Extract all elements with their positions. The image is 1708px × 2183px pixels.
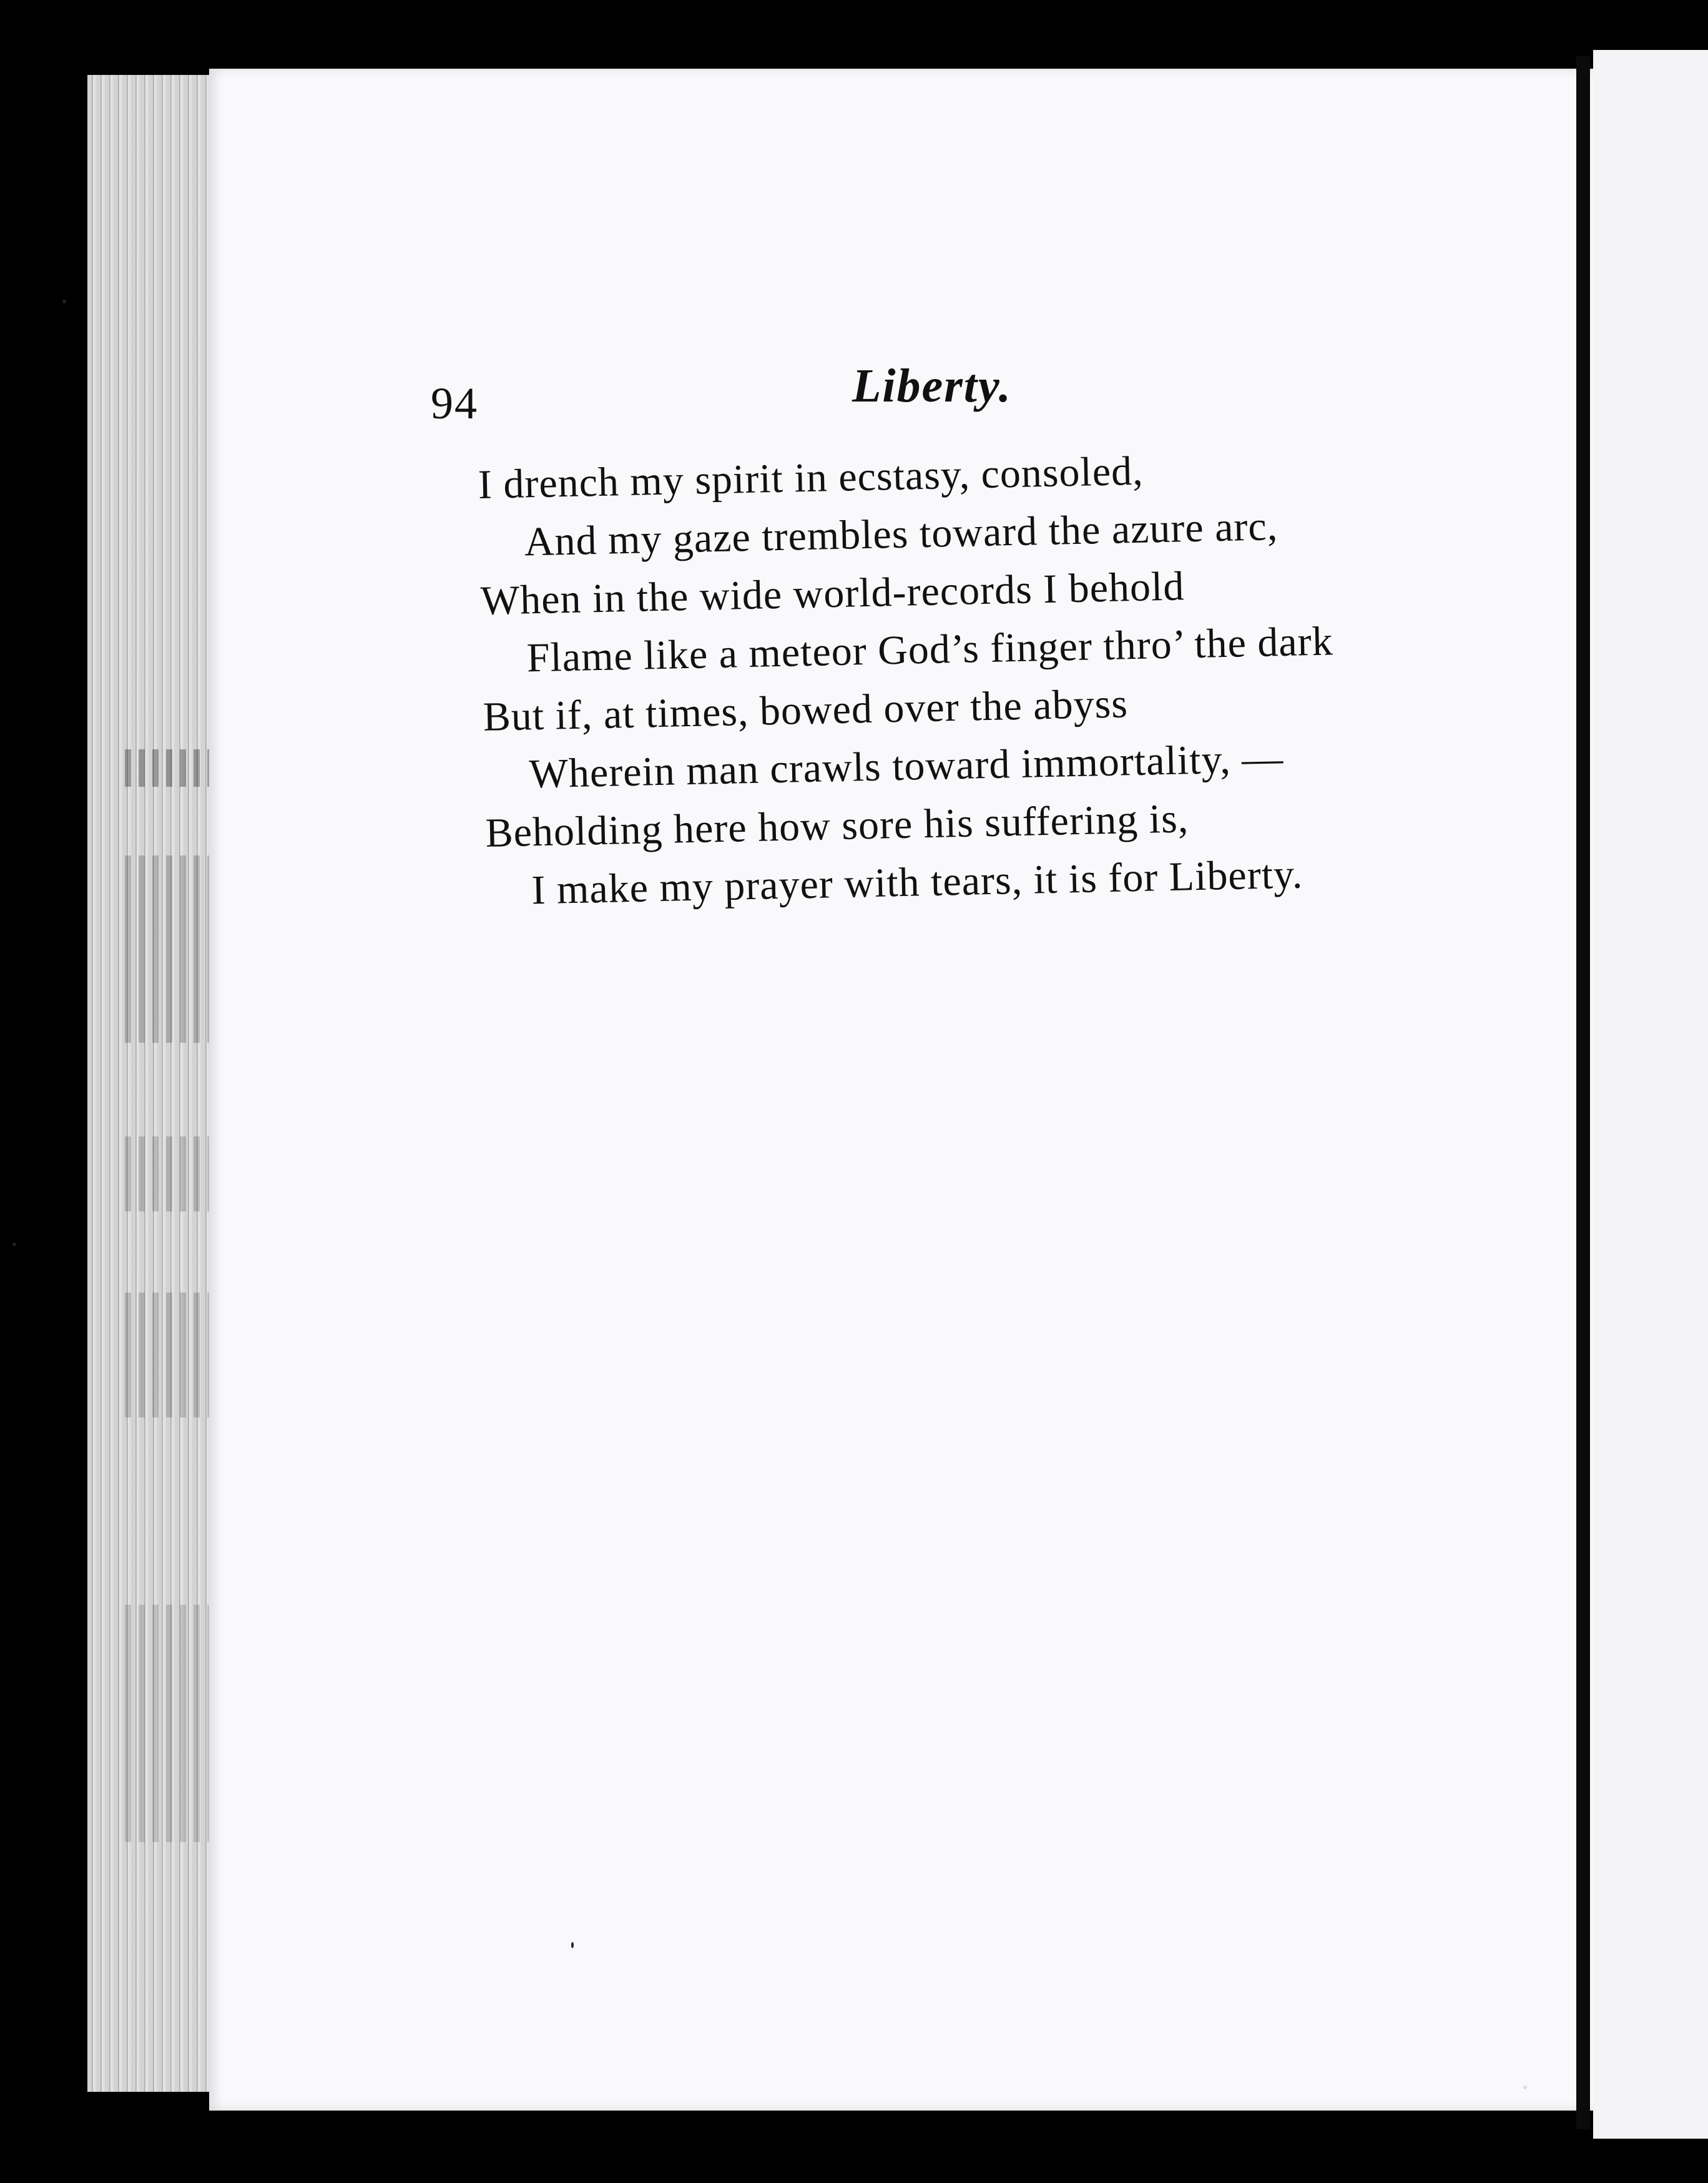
page-number: 94: [431, 378, 478, 428]
book-page: [209, 69, 1598, 2111]
dust-speck: [571, 1942, 574, 1948]
poem-line: And my gaze trembles toward the azure arc,: [524, 503, 1279, 565]
poem-line: I drench my spirit in ecstasy, consoled,: [478, 448, 1144, 508]
facing-page-edge: [1593, 50, 1708, 2139]
poem-line: I make my prayer with tears, it is for Liberty.: [531, 851, 1303, 914]
poem-line: Flame like a meteor God’s finger thro’ the dark: [526, 618, 1334, 681]
poem-line: Wherein man crawls toward immortality, —: [528, 736, 1284, 797]
dust-speck: [1523, 2086, 1527, 2089]
poem-stanza: [478, 438, 1338, 920]
poem-line: But if, at times, bowed over the abyss: [483, 681, 1129, 740]
dust-speck: [12, 1243, 16, 1246]
poem-line: Beholding here how sore his suffering is,: [484, 796, 1189, 856]
dust-speck: [62, 300, 66, 303]
poem-line: When in the wide world-records I behold: [480, 563, 1185, 624]
running-title: Liberty.: [852, 360, 1012, 412]
gutter-shadow: [1576, 56, 1590, 2129]
